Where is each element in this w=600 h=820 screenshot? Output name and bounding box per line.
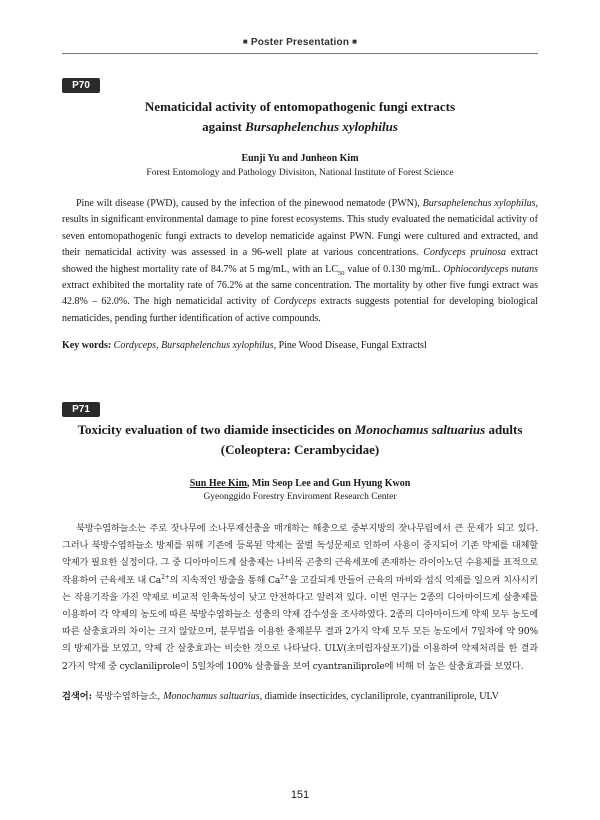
- abstract-p70: Pine wilt disease (PWD), caused by the infection of the pinewood nematode (PWN), Bursaphelenchus xylophilus, results in significant environmental damage to pine forest ecosystems. This study evaluated the nematicidal activity of seven entomopathogenic fungi extracts to develop nematicide against PWN. Fungi were cultured and extracted, and their nematicidal activity was assessed in a 96-well plate at various concentrations. Cordyceps pruinosa extract showed the highest mortality rate of 84.7% at 5 mg/mL, with an $LC_{50}$ value of 0.130 mg/mL. Ophiocordyceps nutans extract exhibited the mortality rate of 76.2% at the same concentration. The mortality by other five fungi extract was 42.8% – 62.0%. The high nematicidal activity of Cordyceps extracts suggests potential for developing biological nematicides, pending further identification of active compounds.: [62, 198, 539, 324]
- square-bullet-icon: ■: [352, 37, 358, 46]
- poster-title-p71: [62, 420, 538, 460]
- title-line-2: against Bursaphelenchus xylophilus: [202, 119, 398, 134]
- title-line-1: Nematicidal activity of entomopathogenic fungi extracts: [144, 99, 456, 114]
- page-number: 151: [290, 789, 310, 801]
- poster-title-p70: [62, 97, 538, 137]
- square-bullet-icon: ■: [242, 37, 248, 46]
- poster-tag-p70: P70: [62, 78, 100, 93]
- running-header: [62, 37, 538, 52]
- running-header-text: Poster Presentation: [250, 37, 350, 48]
- header-rule: [62, 53, 538, 54]
- keywords-p70: Key words: Cordyceps, Bursaphelenchus xylophilus, Pine Wood Disease, Fungal Extractsl: [62, 340, 427, 351]
- authors-p70: Eunji Yu and Junheon Kim: [241, 153, 359, 164]
- title-line-1: Toxicity evaluation of two diamide insecticides on Monochamus saltuarius adults: [77, 422, 523, 437]
- affiliation-p70: Forest Entomology and Pathology Divisiton, National Institute of Forest Science: [146, 168, 454, 178]
- abstract-p71: 북방수염하늘소는 주로 잣나무에 소나무재선충을 매개하는 해충으로 중부지방의 잣나무림에서 큰 문제가 되고 있다. 그러나 북방수염하늘소 방제를 위해 기존에 등록된 약제는 꿀벌 독성문제로 인하여 사용이 중지되어 기존 약제를 대체할 약제가 필요한 실정이다. 그 중 디아마이드계 살충제는 나비목 곤충의 근육세포에 존재하는 라이아노딘 수용체를 표적으로 작용하여 근육세포 내 $Ca^{2+}$의 지속적인 방출을 통해 $Ca^{2+}$을 고갈되게 만들어 근육의 마비와 섭식 억제를 일으켜 치사시키는 작용기작을 가진 약제로 비교적 인축독성이 낮고 안전하다고 알려져 있다. 이번 연구는 2종의 디아마이드계 살충제를 이용하여 각 약제의 농도에 따른 북방수염하늘소 성충의 약제 감수성을 조사하였다. 2종의 디아마이드계 약제 모두 농도에 따른 살충효과의 차이는 크지 않았으며, 분무법을 이용한 충체분무 결과 2가지 약제 모두 모든 농도에서 7일차에 약 90%의 방제가를 보였고, 약제 간 살충효과는 비슷한 것으로 나타났다. ULV(초미립자살포기)를 이용하여 약제처리를 한 결과 2가지 약제 중 cyclaniliprole이 5일차에 100% 살충률을 보여 cyantraniliprole에 비해 더 높은 살충효과를 보였다.: [62, 523, 538, 672]
- affiliation-p71: Gyeonggido Forestry Enviroment Research Center: [203, 492, 397, 502]
- authors-p71: Sun Hee Kim, Min Seop Lee and Gun Hyung Kwon: [189, 478, 411, 489]
- title-line-2: (Coleoptera: Cerambycidae): [220, 442, 380, 457]
- keywords-p71: 검색어: 북방수염하늘소, Monochamus saltuarius, diamide insecticides, cyclaniliprole, cyantraniliprole, ULV: [62, 691, 499, 702]
- poster-tag-p71: P71: [62, 402, 100, 417]
